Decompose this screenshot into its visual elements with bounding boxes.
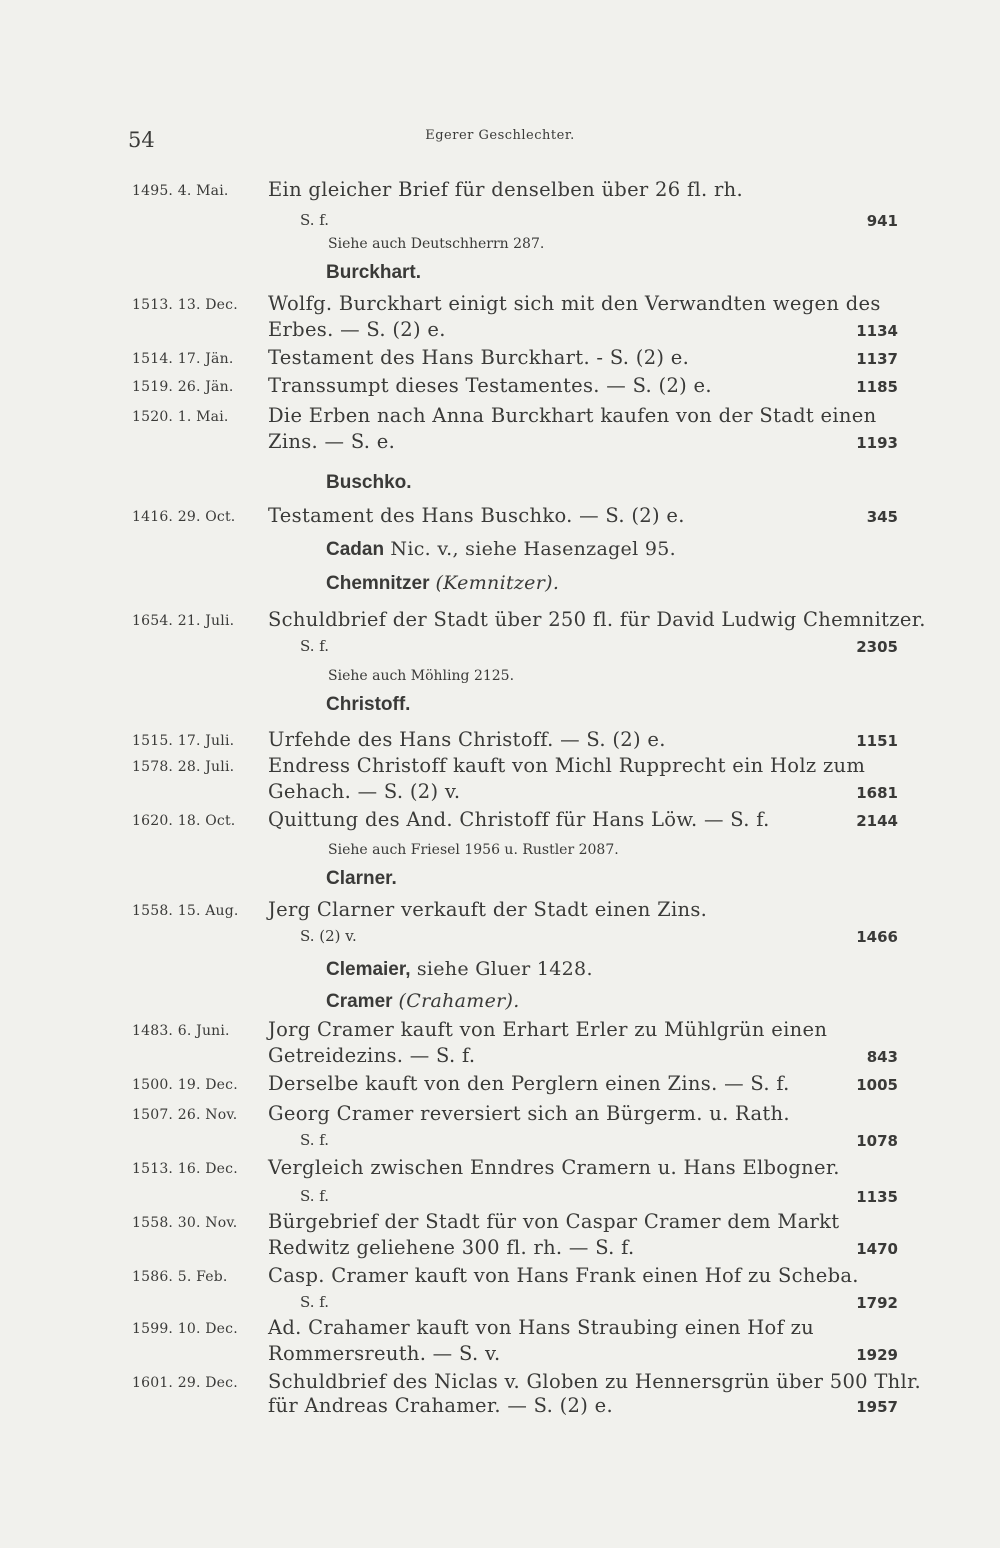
entry-text: S. f. xyxy=(300,1293,330,1311)
family-heading-note: Nic. v., siehe Hasenzagel 95. xyxy=(384,538,676,560)
entry-number: 1681 xyxy=(856,784,898,802)
entry-number: 1078 xyxy=(856,1132,898,1150)
entry-text: Jorg Cramer kauft von Erhart Erler zu Mühlgrün einen xyxy=(268,1018,828,1041)
entry-number: 1005 xyxy=(856,1076,898,1094)
family-name: Chemnitzer xyxy=(326,573,430,594)
entry-date: 1507. 26. Nov. xyxy=(132,1107,238,1123)
entry-text: Derselbe kauft von den Perglern einen Zins. — S. f. xyxy=(268,1072,790,1095)
running-title: Egerer Geschlechter. xyxy=(425,128,575,143)
entry-text: Jerg Clarner verkauft der Stadt einen Zins. xyxy=(268,898,708,921)
family-heading-note: siehe Gluer 1428. xyxy=(410,958,593,980)
entry-number: 1151 xyxy=(856,732,898,750)
entry-text: S. f. xyxy=(300,1131,330,1149)
entry-date: 1416. 29. Oct. xyxy=(132,509,236,525)
entry-text: S. (2) v. xyxy=(300,927,357,945)
family-heading xyxy=(326,990,520,1013)
entry-date: 1578. 28. Juli. xyxy=(132,759,235,775)
entry-date: 1483. 6. Juni. xyxy=(132,1023,230,1039)
page-number: 54 xyxy=(128,128,155,152)
family-heading-note: (Crahamer). xyxy=(398,990,520,1012)
entry-text: Quittung des And. Christoff für Hans Löw. — S. f. xyxy=(268,808,770,831)
entry-number: 1134 xyxy=(856,322,898,340)
entry-text: Wolfg. Burckhart einigt sich mit den Verwandten wegen des xyxy=(268,292,881,315)
entry-text: Urfehde des Hans Christoff. — S. (2) e. xyxy=(268,728,666,751)
entry-date: 1586. 5. Feb. xyxy=(132,1269,228,1285)
entry-date: 1620. 18. Oct. xyxy=(132,813,236,829)
family-heading xyxy=(326,694,410,716)
family-heading-note: (Kemnitzer). xyxy=(435,572,560,594)
entry-number: 1957 xyxy=(856,1398,898,1416)
entry-text: für Andreas Crahamer. — S. (2) e. xyxy=(268,1394,613,1417)
cross-reference: Siehe auch Möhling 2125. xyxy=(328,668,515,684)
family-name: Cramer xyxy=(326,991,393,1012)
entry-number: 1470 xyxy=(856,1240,898,1258)
entry-number: 843 xyxy=(866,1048,898,1066)
entry-text: Vergleich zwischen Enndres Cramern u. Hans Elbogner. xyxy=(268,1156,840,1179)
family-heading xyxy=(326,472,412,494)
entry-date: 1513. 16. Dec. xyxy=(132,1161,238,1177)
family-heading xyxy=(326,538,676,561)
entry-date: 1558. 30. Nov. xyxy=(132,1215,238,1231)
entry-text: Bürgebrief der Stadt für von Caspar Cramer dem Markt xyxy=(268,1210,840,1233)
entry-date: 1495. 4. Mai. xyxy=(132,183,229,199)
entry-date: 1520. 1. Mai. xyxy=(132,409,229,425)
entry-text: S. f. xyxy=(300,211,330,229)
entry-text: Rommersreuth. — S. v. xyxy=(268,1342,501,1365)
entry-text: Getreidezins. — S. f. xyxy=(268,1044,476,1067)
family-heading xyxy=(326,958,593,981)
entry-text: Redwitz geliehene 300 fl. rh. — S. f. xyxy=(268,1236,635,1259)
entry-text: S. f. xyxy=(300,1187,330,1205)
entry-number: 1193 xyxy=(856,434,898,452)
entry-text: Testament des Hans Burckhart. - S. (2) e. xyxy=(268,346,690,369)
entry-date: 1500. 19. Dec. xyxy=(132,1077,238,1093)
family-name: Buschko. xyxy=(326,472,412,493)
entry-date: 1558. 15. Aug. xyxy=(132,903,239,919)
entry-date: 1601. 29. Dec. xyxy=(132,1375,238,1391)
entry-text: Schuldbrief des Niclas v. Globen zu Hennersgrün über 500 Thlr. xyxy=(268,1370,922,1393)
entry-date: 1513. 13. Dec. xyxy=(132,297,238,313)
entry-number: 345 xyxy=(866,508,898,526)
entry-text: Ad. Crahamer kauft von Hans Straubing einen Hof zu xyxy=(268,1316,815,1339)
entry-text: Casp. Cramer kauft von Hans Frank einen Hof zu Scheba. xyxy=(268,1264,859,1287)
family-name: Clarner. xyxy=(326,868,397,889)
entry-text: Testament des Hans Buschko. — S. (2) e. xyxy=(268,504,685,527)
entry-date: 1519. 26. Jän. xyxy=(132,379,234,395)
entry-number: 1137 xyxy=(856,350,898,368)
family-heading xyxy=(326,262,421,284)
entry-text: Die Erben nach Anna Burckhart kaufen von der Stadt einen xyxy=(268,404,877,427)
entry-text: Gehach. — S. (2) v. xyxy=(268,780,461,803)
entry-number: 2305 xyxy=(856,638,898,656)
entry-number: 941 xyxy=(866,212,898,230)
cross-reference: Siehe auch Friesel 1956 u. Rustler 2087. xyxy=(328,842,619,858)
family-name: Cadan xyxy=(326,539,385,560)
entry-number: 1135 xyxy=(856,1188,898,1206)
entry-text: Transsumpt dieses Testamentes. — S. (2) e. xyxy=(268,374,712,397)
entry-text: Zins. — S. e. xyxy=(268,430,396,453)
entry-number: 1929 xyxy=(856,1346,898,1364)
entry-text: Endress Christoff kauft von Michl Rupprecht ein Holz zum xyxy=(268,754,866,777)
entry-number: 1792 xyxy=(856,1294,898,1312)
entry-date: 1654. 21. Juli. xyxy=(132,613,235,629)
cross-reference: Siehe auch Deutschherrn 287. xyxy=(328,236,545,252)
family-heading xyxy=(326,572,559,595)
family-name: Burckhart. xyxy=(326,262,422,283)
entry-number: 1185 xyxy=(856,378,898,396)
entry-date: 1514. 17. Jän. xyxy=(132,351,234,367)
entry-text: Erbes. — S. (2) e. xyxy=(268,318,446,341)
entry-text: Ein gleicher Brief für denselben über 26 fl. rh. xyxy=(268,178,743,201)
entry-date: 1515. 17. Juli. xyxy=(132,733,235,749)
entry-text: Georg Cramer reversiert sich an Bürgerm. u. Rath. xyxy=(268,1102,790,1125)
entry-date: 1599. 10. Dec. xyxy=(132,1321,238,1337)
entry-number: 1466 xyxy=(856,928,898,946)
entry-text: Schuldbrief der Stadt über 250 fl. für David Ludwig Chemnitzer. xyxy=(268,608,926,631)
family-name: Clemaier, xyxy=(326,959,411,980)
entry-number: 2144 xyxy=(856,812,898,830)
entry-text: S. f. xyxy=(300,637,330,655)
family-heading xyxy=(326,868,397,890)
family-name: Christoff. xyxy=(326,694,411,715)
